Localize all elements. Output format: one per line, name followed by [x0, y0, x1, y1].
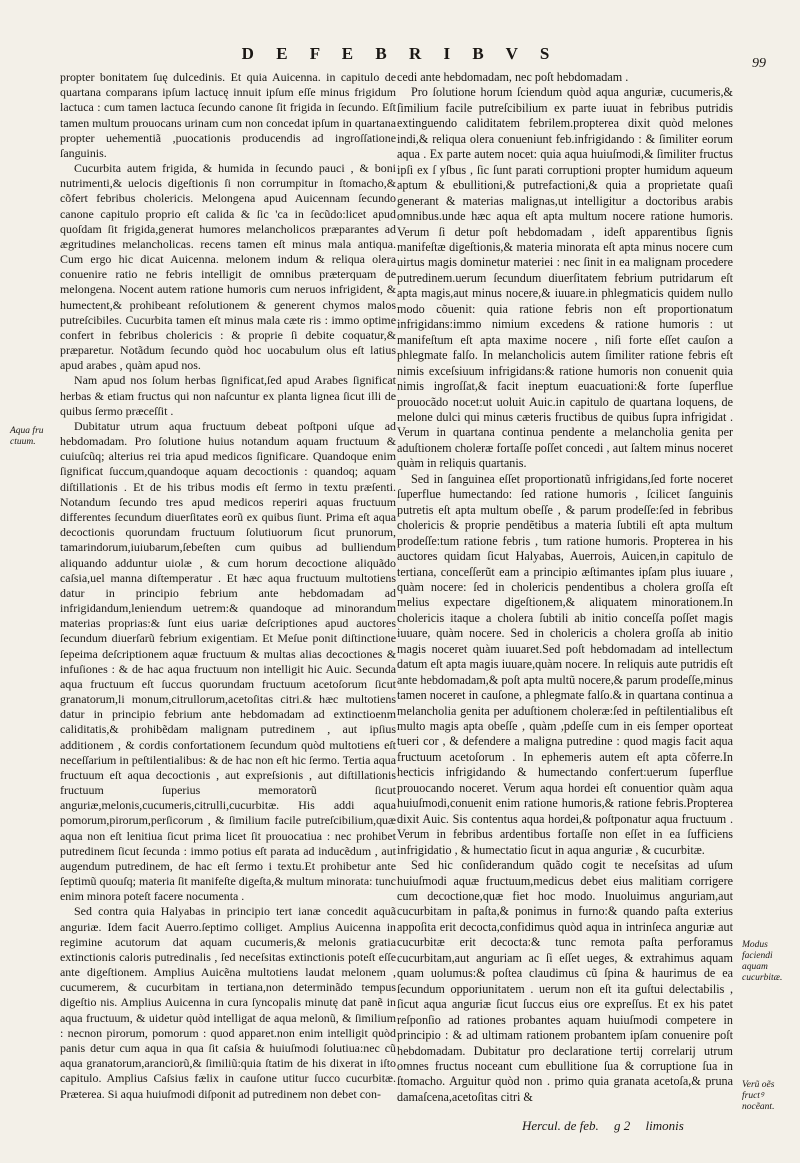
- footer-book-title: Hercul. de feb.: [522, 1118, 599, 1133]
- running-head-title: D E F E B R I B V S: [241, 44, 559, 63]
- paragraph: Sed contra quia Halyabas in principio tert ianæ concedit aquã anguriæ. Idem facit Auerro.ſeptimo colliget. Amplius Auicenna in regimine acutorum dat aquam cucumeris,& melonis gratia extinctionis caloris putredinalis , ſed neceſsitas extinctionis poteſt eſſe ante digeſtionem. Amplius Auicẽna multotiens laudat melonem , cucumerem, & cucurbitam in tertiana,non determinãdo tempus digeſtio nis. Amplius Auicenna in cura ſyncopalis minutę dat panẽ in aqua fructuum, & uidetur quòd intelligat de aqua melonũ, & ſimilium : necnon pirorum, pomorum : quod apparet.non enim intelligit quòd panis detur cum aqua in qua ſit caſsia & huiuſmodi ſolutiua:nec cũ aqua granatorum,aranciorũ,& ſimiliũ:quia ſtatim de his dixerat in iſto capitulo. Amplius Caſsius fælix in cauſone utitur ſucco cucurbitæ. Præterea. Si aqua huiuſmodi diſponit ad putredinem non debet con-: [60, 904, 396, 1101]
- right-text-column: [397, 70, 733, 1105]
- margin-note-veru-oes: Verũ oẽs fructꝰ nocẽant.: [742, 1080, 775, 1112]
- page-footer: [522, 1118, 762, 1134]
- catchword: limonis: [645, 1118, 684, 1133]
- paragraph: Cucurbita autem frigida, & humida in ſecundo pauci , & boni nutrimenti,& uelocis digeſtionis ſi non corrumpitur in ſtomacho,& cõfert febribus cholericis. Melongena apud Auicennam ſecundo canone capitulo proprio eſt calida & ſic 'ca in ſecũdo:licet apud quoſdam ſit frigida,generat humores melancholicos præparantes ad ægritudines melancholicas. recens tamen eſt minus mala antiqua. Cum ergo hic dicat Auicenna. melonem indum & reliqua olera conuenire ratio ne febris intelligit de omnibus præterquam de melongena. Nocent autem ratione humoris cum neruos infrigident, & humectent,& prohibeant reſolutionem & generent chymos malos putreſcibiles. Cucurbita tamen eſt minus mala cæte ris : immo optime confert in febribus cholericis : & proprie ſi debite coquatur,& præparetur. Notãdum ſecundo quòd hoc uocabulum olus eſt latius apud arabes , quàm apud nos.: [60, 161, 396, 373]
- paragraph: Nam apud nos ſolum herbas ſignificat,ſed apud Arabes ſignificat herbas & etiam fructus qui non naſcuntur ex planta lignea ſicut illi de quibus ſermo præceſſit .: [60, 373, 396, 418]
- signature-mark: g 2: [614, 1118, 631, 1133]
- page-number: 99: [752, 56, 766, 71]
- paragraph: Dubitatur utrum aqua fructuum debeat poſtponi uſque ad hebdomadam. Pro ſolutione huius notandum aquam fructuum & cuiuſcũq; alterius rei tria apud medicos ſignificare. Quandoque enim ſignificat ſuccum,quandoque aquam decoctionis : quandoq; aquam diſtillationis . Et de his tribus modis eſt ſermo in textu præſenti. Notandum ſecundo tres apud medicos reperiri aquas fructuum differentes ſecundum diuerſitates eorũ ex quibus ſiunt. Prima eſt aqua decoctionis quorundam fructuum ſolutiuorum ſicut prunorum, tamarindorum,iuiubarum,ſebeſten cum quibus ad bulliendum aliquando adduntur uiolæ , & cum horum decoctione aliquãdo caſsia,uel manna diſtemperatur . Et hæc aqua fructuum multotiens datur in principio febrium ante hebdomadam ad infrigidandum,leniendum uetrem:& quandoque ad minorandum materias proprias:& ſunt eius uariæ deſcriptiones apud auctores ſecundum diuerſarũ febrium exigentiam. Et Meſue ponit diſtinctione ſepeima deſcriptionem aquæ fructuum & multas alias decoctiones & infuſiones : & de hac aqua fructuum non intelligit hic Auic. Secunda aqua fructuum eſt ſuccus quorundam fructuum acetoſorum ſicut granatorum,li monum,citrullorum,acetoſitas citri.& hæc multotiens datur in principio febrium ante hebdomadam ad extinctioenm caliditatis,& prohibẽdam malignam putredinem , aut ipſius additionem , & cordis confortationem ſecundum quòd multotiens eſt neceſſarium in peſtilentialibus: & de hac non eſt hic ſermo. Tertia aqua fructuum eſt aqua decoctionis , aut expreſsionis , aut diſtillationis fructuum ſuperius memoratorũ ſicut anguriæ,melonis,cucumeris,citrulli,cucurbitæ. His addi aqua pomorum,pirorum,perſicorum , & ſimilium facile putreſcibilium,quæ aqua non eſt lenitiua ſicut prima licet ſit prouocatiua : nec prohibet putredinem ſicut ſecunda : immo potius eſt parata ad inducẽdum , aut augendum putredinem, de hac eſt ſermo i textu.Et prohibetur ante ſeptimũ quouſq; materia ſit manifeſte digeſta,& multum minorata: tunc enim minora poteſt facere nocumenta .: [60, 418, 396, 904]
- paragraph: Pro ſolutione horum ſciendum quòd aqua anguriæ, cucumeris,& ſimilium facile putreſcibilium ex parte iuuat in febribus putridis extinguendo caliditatem febrilem.propterea dixit quòd melones indi,& reliqua olera conueniunt feb.infrigidando : & ſimiliter eorum aqua . Ex parte autem nocet: quia aqua huiuſmodi,& ſimiliter fructus ipſi ex ſ yſbus , ſic ſunt parati corruptioni propter humidum aqueum aptum & ebullitioni,& putrefactioni,& quia a proprietate quaſi generant & materias malignas,ut intelligitur a doctoribus arabis omnibus.unde hæc aqua eſt apta multum nocere ratione humoris. Verum ſi detur poſt hebdomadam , ideſt apparentibus ſignis manifeſtæ digeſtionis,& materia minorata eſt apta minus nocere cum uirtus magis dominetur materiei : nec ſinit in ea malignam procedere putredinem.uerum ſecundum diuerſitatem febrium putridarum eſt apta magis,aut minus nocere,& iuuare.in phlegmaticis quidem nullo modo cõuenit: quia ratione febris non eſt proportionatum infrigidans:immo nimium excedens & ratione humoris : ut manifeſtum eſt apta maxime nocere , niſi forte eſſet cauſon a phlegmate falſo. In melancholicis autem ſimiliter ratione febris eſt nimis exceſsiuum infrigidans:& ratione humoris non conuenit quia nimis ingroſſat,& facit ineptum euacuationi:& forte ſuperflue prouocãdo nocet:ut uoluit Auic.in capitulo de quartana loquens, de melone dulci qui minus cæteris fructibus de quibus ſupra infrigidat . Verum in quartana continua pendente a melancholia genita per aduſtionem choleræ fortaſſe poſſet concedi , aut ſaltem minus noceret quàm in reliquis quartanis.: [397, 85, 733, 471]
- margin-note-aqua-fructuum: Aqua fru ctuum.: [10, 426, 44, 447]
- paragraph: Sed in ſanguinea eſſet proportionatũ infrigidans,ſed forte noceret ſuperflue humectando: ſed ratione humoris , ſcilicet ſanguinis putretis eſt apta multum obeſſe , & parum prodeſſe:ſed in febribus cholericis & proprie pendẽtibus a materia ſubtili eſt apta multum prodeſſe:tum ratione febris , tum ratione humoris. Propterea in his auctores quidam ſicut Halyabas, Auerrois, Auicen,in capitulo de tertiana, conceſſerũt eam a principio æſtimantes ipſam plus iuuare , quàm nocere: ſed in cholericis pendentibus a cholera groſſa eſt melius expectare digeſtionem,& aliquatem minorationem.In cholericis itaque a cholera ſubtili ab initio conceſſa poſſet magis iuuare, quàm nocere. Sed in cholericis a cholera groſſa ab initio magis noceret quàm iuuaret.Sed poſt hebdomadam ad intellectum datum eſt apta magis iuuare,quàm nocere. In reliquis aute putridis eſt ante hebdomadam,& poſt apta multũ nocere,& parum prodeſſe,minus tamen noceret in cauſone, a phlegmate falſo.& in quartana continua a melancholia genita per aduſtionem choleræ:ſed in peſtilentialibus eſt multo magis apta obeſſe , quàm ,pdeſſe cum in eis ſemper oporteat tueri cor , & defendere a maligna putredine : quod magis facit aqua fructuum acetoſorum . In ephemeris autem eſt apta cõferre.In hecticis infrigidando & humectando confert:uerum ſuperflue prouocando noceret. Verum aqua hordei eſt conuentior quàm aqua huiuſmodi,conuenit enim ratione humoris,& ratione febris.Propterea dixit Auic. Sis contentus aqua hordei,& poſtponatur aqua fructuum . Verum in febribus ardentibus fortaſſe non eſſet in ea ſufficiens infrigidatio , & humectatio ſicut in aqua anguriæ , & cucurbitæ.: [397, 471, 733, 857]
- margin-note-modus-faciendi: Modus faciendi aquam cucurbitæ.: [742, 940, 783, 983]
- paragraph: cedi ante hebdomadam, nec poſt hebdomadam .: [397, 70, 629, 84]
- paragraph: Sed hic conſiderandum quãdo cogit te neceſsitas ad uſum huiuſmodi aquæ fructuum,medicus debet eius malitiam corrigere cum decoctione,quæ fiet hoc modo. Inuoluimus anguriam,aut cucurbitam in paſta,& ponimus in furno:& quando paſta exterius appoſita erit decocta,confidimus quòd aqua in intrinſeca anguriæ aut cucurbitæ erit decocta:& tunc remota paſta perforamus cucurbitam,aut anguriam ac ſi eſſet ueges, & extrahimus aquam quam uolumus:& poſtea claudimus cũ ſpina & haurimus de ea ſecundum opporiunitatem . uerum non eſt ita guſtui delectabilis , ſicut aqua anguriæ ſicut ſuccus eius ore expreſſus. Et ex his patet reſponſio ad rationes probantes aquam huiuſmodi competere in principio : & ad ultimam rationem probantem ipſam conuenire poſt hebdomadam. Dubitatur pro declaratione tertij correlarij utrum omnes fructus noceant cum ebullitione ſua & corruptione ſua in ſtomacho. Arguitur quòd non . primo quia granata acetoſa,& pruna damaſcena,acetoſitas citri &: [397, 858, 733, 1104]
- left-text-column: [60, 70, 396, 1102]
- paragraph: propter bonitatem ſuę dulcedinis. Et quia Auicenna. in capitulo de quartana comparans ipſum lactucę innuit ipſum eſſe minus frigidum lactuca : cum tamen lactuca ſecundo canone ſit frigida in ſecundo. Eſt tamen multum prouocans urinam cum non concedat ipſum in quartana propter uehementiã ,puocationis producendis ad ingroſſatione ſanguinis.: [60, 70, 396, 160]
